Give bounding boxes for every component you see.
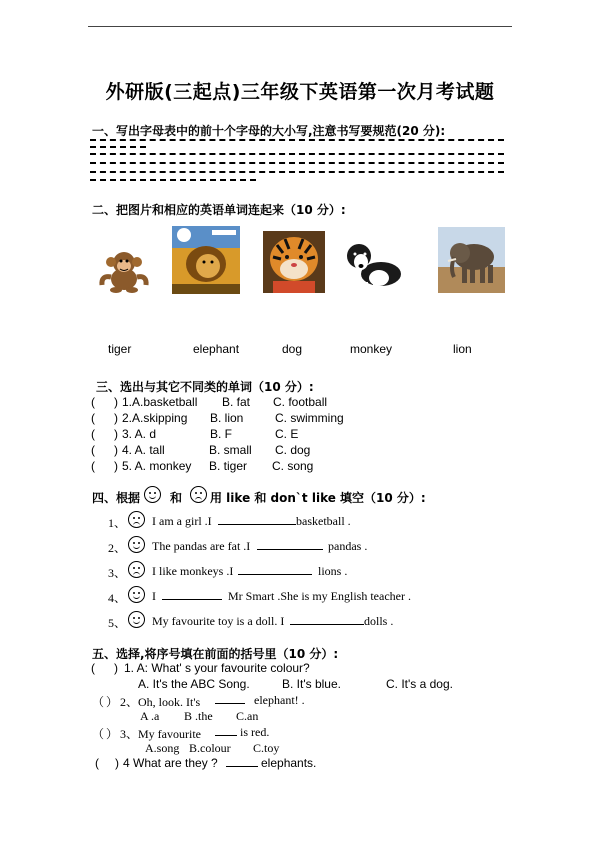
writing-line-1b (90, 146, 146, 148)
answer-blank[interactable] (238, 564, 312, 575)
top-rule (88, 26, 512, 27)
word-monkey: monkey (350, 342, 393, 356)
answer-blank[interactable] (215, 725, 237, 736)
section3-heading: 三、选出与其它不同类的单词（10 分）: (96, 380, 314, 394)
sad-face-icon (190, 486, 207, 503)
answer-blank[interactable] (162, 589, 222, 600)
happy-face-icon (128, 536, 145, 553)
lion-picture (172, 226, 240, 294)
writing-line-3 (90, 162, 504, 164)
writing-line-5 (90, 179, 256, 181)
word-dog: dog (282, 342, 303, 356)
section1-heading: 一、写出字母表中的前十个字母的大小写,注意书写要规范(20 分): (92, 124, 446, 138)
section5-heading: 五、选择,将序号填在前面的括号里（10 分）: (92, 647, 339, 661)
answer-blank[interactable] (218, 514, 296, 525)
happy-face-icon (128, 586, 145, 603)
writing-line-1 (90, 139, 504, 141)
page-title: 外研版(三起点)三年级下英语第一次月考试题 (105, 81, 495, 103)
sad-face-icon (128, 561, 145, 578)
dog-picture (341, 234, 405, 292)
happy-face-icon (144, 486, 161, 503)
tiger-picture (263, 231, 325, 293)
writing-line-2 (90, 153, 504, 155)
word-tiger: tiger (108, 342, 132, 356)
answer-blank[interactable] (215, 693, 245, 704)
happy-face-icon (128, 611, 145, 628)
answer-blank[interactable] (257, 539, 323, 550)
writing-line-4 (90, 171, 504, 173)
section2-heading: 二、把图片和相应的英语单词连起来（10 分）: (92, 203, 346, 217)
answer-blank[interactable] (290, 614, 364, 625)
answer-blank[interactable] (226, 756, 258, 767)
sad-face-icon (128, 511, 145, 528)
word-lion: lion (453, 342, 472, 356)
elephant-picture (438, 227, 505, 293)
word-elephant: elephant (193, 342, 240, 356)
monkey-picture (98, 249, 150, 293)
